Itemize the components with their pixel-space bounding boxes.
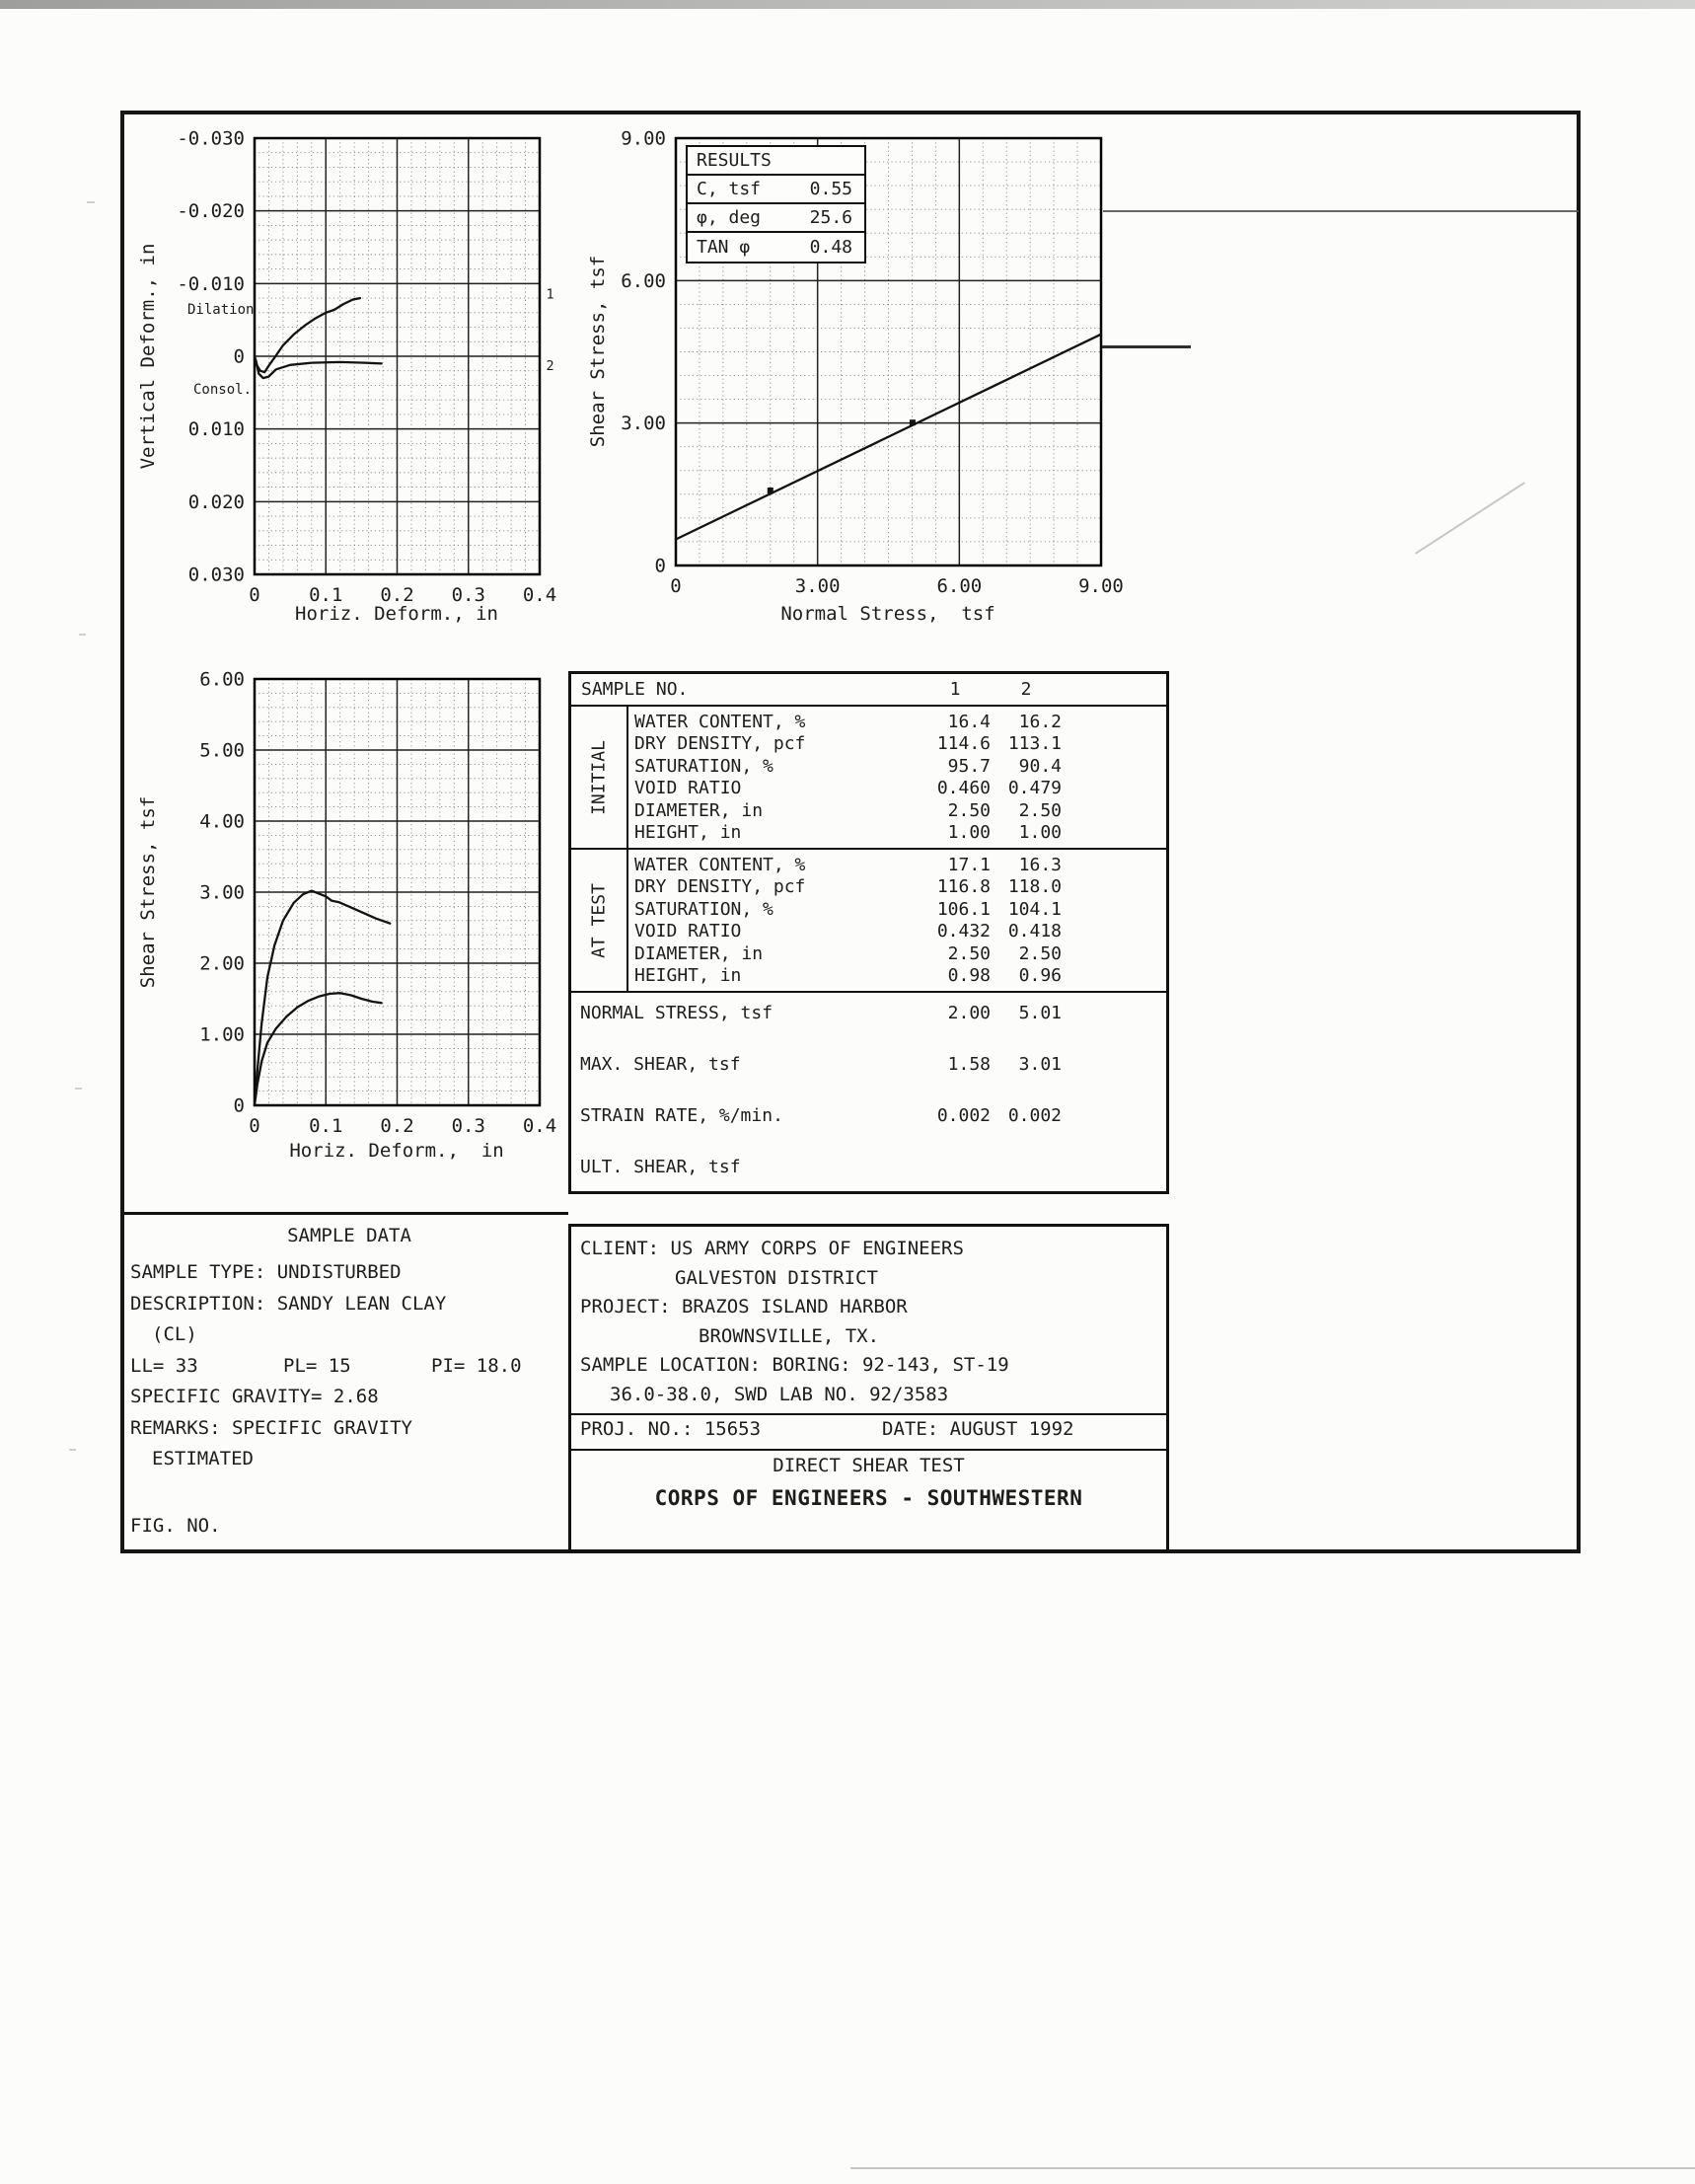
proj-no-date-row <box>571 1415 1166 1445</box>
table-value: 16.4 <box>947 711 991 732</box>
results-title <box>688 147 864 176</box>
envelope-y-axis-title: Shear Stress, tsf <box>587 255 609 448</box>
ll-value: LL= 33 <box>130 1354 198 1377</box>
table-row-label: VOID RATIO <box>634 778 742 799</box>
data-point-marker <box>768 488 774 493</box>
table-value <box>920 1157 991 1178</box>
table-value: 106.1 <box>936 898 991 920</box>
table-value: 17.1 <box>947 854 991 875</box>
x-tick-label: 0.1 <box>309 1115 343 1137</box>
grid <box>255 138 540 574</box>
table-value: 2.50 <box>947 942 991 964</box>
organization-title: CORPS OF ENGINEERS - SOUTHWESTERN <box>654 1485 1083 1510</box>
table-row <box>634 921 1062 943</box>
data-point-marker <box>910 419 916 425</box>
table-value: 0.418 <box>1007 921 1062 942</box>
table-value: 16.2 <box>1018 711 1062 732</box>
table-row-label: STRAIN RATE, %/min. <box>580 1105 783 1126</box>
table-value: 0.96 <box>1018 965 1062 987</box>
table-value: 0.002 <box>936 1105 991 1126</box>
proj-no: PROJ. NO.: 15653 <box>580 1418 762 1440</box>
table-row-label: DRY DENSITY, pcf <box>634 876 806 898</box>
client-project-box <box>568 1224 1169 1552</box>
x-tick-label: 0.3 <box>451 1115 485 1137</box>
x-tick-label: 0.4 <box>522 584 557 606</box>
x-tick-label: 6.00 <box>936 575 983 597</box>
sample-results-table <box>568 671 1169 1194</box>
y-tick-label: 9.00 <box>621 127 666 150</box>
table-row-label: WATER CONTENT, % <box>634 711 806 732</box>
y-tick-label: 1.00 <box>199 1023 245 1046</box>
table-value: 90.4 <box>1018 755 1062 777</box>
table-value: 116.8 <box>936 876 991 898</box>
table-row <box>580 1105 1062 1127</box>
table-row-label: NORMAL STRESS, tsf <box>580 1003 774 1023</box>
results-title-label: RESULTS <box>697 150 772 171</box>
table-value: 95.7 <box>947 755 991 777</box>
remarks-line-1: REMARKS: SPECIFIC GRAVITY <box>130 1416 412 1439</box>
table-row-label: VOID RATIO <box>634 921 742 942</box>
table-row-label: WATER CONTENT, % <box>634 854 806 875</box>
y-tick-label: -0.010 <box>177 272 245 295</box>
curve-label: 2 <box>546 357 554 374</box>
results-row-tanphi <box>688 233 864 262</box>
phi-value: 25.6 <box>809 207 852 228</box>
table-value: 2.50 <box>1018 942 1062 964</box>
table-row-label: SATURATION, % <box>634 898 774 920</box>
y-tick-label: 6.00 <box>621 269 666 292</box>
scan-speck <box>87 201 95 203</box>
pl-value: PL= 15 <box>283 1354 351 1377</box>
grid <box>255 679 540 1105</box>
x-tick-label: 0 <box>249 1115 260 1137</box>
client-line: CLIENT: US ARMY CORPS OF ENGINEERS <box>580 1238 964 1259</box>
scan-speck <box>69 1449 76 1451</box>
table-row <box>634 778 1062 800</box>
x-tick-label: 9.00 <box>1078 575 1124 597</box>
table-row-label: SATURATION, % <box>634 755 774 777</box>
table-value: 2.00 <box>947 1003 991 1023</box>
table-row <box>634 898 1062 921</box>
envelope-x-axis-title: Normal Stress, tsf <box>780 603 995 625</box>
initial-block <box>571 707 1166 850</box>
y-tick-label: 3.00 <box>621 413 666 435</box>
table-value: 0.432 <box>936 921 991 942</box>
table-row-label: DIAMETER, in <box>634 942 764 964</box>
table-row-label: MAX. SHEAR, tsf <box>580 1054 741 1075</box>
y-tick-label: 6.00 <box>199 668 245 691</box>
table-row <box>634 942 1062 965</box>
project-line: PROJECT: BRAZOS ISLAND HARBOR <box>580 1296 908 1318</box>
table-value: 0.98 <box>947 965 991 987</box>
classification-line: (CL) <box>152 1323 197 1345</box>
specific-gravity-line: SPECIFIC GRAVITY= 2.68 <box>130 1386 379 1407</box>
table-row <box>634 733 1062 756</box>
table-row <box>634 755 1062 778</box>
table-value: 104.1 <box>1007 898 1062 920</box>
sample-2-header: 2 <box>1020 679 1032 700</box>
table-row <box>580 1157 1062 1178</box>
test-title: DIRECT SHEAR TEST <box>773 1454 965 1476</box>
table-value: 0.479 <box>1007 778 1062 799</box>
scan-artifact-line <box>850 2167 1695 2169</box>
table-value: 2.50 <box>1018 799 1062 821</box>
description-line: DESCRIPTION: SANDY LEAN CLAY <box>130 1292 447 1315</box>
y-tick-label: 0 <box>654 555 666 577</box>
at-test-block-label: AT TEST <box>588 882 610 958</box>
c-label: C, tsf <box>697 179 762 199</box>
results-row-c <box>688 176 864 204</box>
table-value: 0.002 <box>1007 1105 1062 1126</box>
consol-annotation: Consol. <box>193 382 253 398</box>
table-value: 0.460 <box>936 778 991 799</box>
atterberg-limits-line <box>130 1351 568 1383</box>
table-value: 114.6 <box>936 733 991 755</box>
table-row <box>634 965 1062 988</box>
c-value: 0.55 <box>809 179 852 199</box>
y-tick-label: 0 <box>233 345 245 368</box>
tan-phi-value: 0.48 <box>809 237 852 258</box>
table-row-label: HEIGHT, in <box>634 822 742 844</box>
table-row-label: HEIGHT, in <box>634 965 742 987</box>
table-row <box>634 799 1062 822</box>
table-value: 16.3 <box>1018 854 1062 875</box>
y-tick-label: 4.00 <box>199 810 245 833</box>
table-value: 118.0 <box>1007 876 1062 898</box>
project-city-line: BROWNSVILLE, TX. <box>699 1324 880 1347</box>
table-row <box>634 711 1062 733</box>
x-tick-label: 0.2 <box>380 1115 414 1137</box>
fig-no-label: FIG. NO. <box>130 1515 221 1537</box>
table-value: 5.01 <box>1018 1003 1062 1023</box>
client-district-line: GALVESTON DISTRICT <box>675 1266 878 1289</box>
shear-y-axis-title: Shear Stress, tsf <box>137 795 159 989</box>
table-value: 1.00 <box>1018 822 1062 844</box>
report-date: DATE: AUGUST 1992 <box>882 1418 1074 1440</box>
y-tick-label: 0 <box>233 1094 245 1117</box>
table-value <box>991 1157 1062 1178</box>
scan-artifact-line <box>1103 210 1579 212</box>
remarks-line-2: ESTIMATED <box>152 1448 254 1469</box>
table-row <box>580 1054 1062 1076</box>
y-tick-label: -0.020 <box>177 200 245 223</box>
x-tick-label: 0 <box>249 584 260 606</box>
table-row-label: DIAMETER, in <box>634 799 764 821</box>
shear-x-axis-title: Horiz. Deform., in <box>289 1140 504 1162</box>
y-tick-label: 0.030 <box>187 564 245 586</box>
x-tick-label: 3.00 <box>794 575 841 597</box>
tan-phi-label: TAN φ <box>697 237 751 258</box>
table-value: 2.50 <box>947 799 991 821</box>
scan-artifact-top-bar <box>0 0 1695 9</box>
y-tick-label: 3.00 <box>199 881 245 904</box>
pi-value: PI= 18.0 <box>431 1354 522 1377</box>
sample-1-header: 1 <box>949 679 961 700</box>
x-tick-label: 0.4 <box>522 1115 557 1137</box>
shear-deformation-chart <box>199 668 557 1137</box>
scan-speck <box>79 634 86 636</box>
table-value: 1.58 <box>947 1054 991 1075</box>
table-row <box>580 1003 1062 1024</box>
results-box <box>686 145 866 264</box>
x-tick-label: 0.2 <box>380 584 414 606</box>
table-value: 113.1 <box>1007 733 1062 755</box>
phi-label: φ, deg <box>697 207 762 228</box>
dilation-annotation: Dilation <box>187 302 255 318</box>
table-value: 1.00 <box>947 822 991 844</box>
table-header-row <box>571 674 1166 707</box>
table-row <box>634 876 1062 899</box>
x-tick-label: 0.1 <box>309 584 343 606</box>
at-test-block <box>571 850 1166 993</box>
y-tick-label: 0.020 <box>187 490 245 513</box>
results-row-phi <box>688 204 864 233</box>
chart-canvas <box>199 668 557 1137</box>
vertical-deform-x-axis-title: Horiz. Deform., in <box>295 603 498 625</box>
sample-no-header: SAMPLE NO. <box>581 679 689 700</box>
scan-speck <box>75 1088 82 1090</box>
sample-type-line: SAMPLE TYPE: UNDISTURBED <box>130 1261 402 1283</box>
sample-data-title: SAMPLE DATA <box>287 1225 411 1246</box>
scan-artifact-line <box>1102 345 1191 348</box>
y-tick-label: 5.00 <box>199 739 245 762</box>
curve-label: 1 <box>546 286 554 303</box>
y-tick-label: 0.010 <box>187 418 245 441</box>
table-footer <box>571 993 1166 1178</box>
sample-data-box <box>124 1212 568 1552</box>
y-tick-label: -0.030 <box>177 127 245 150</box>
table-row-label: DRY DENSITY, pcf <box>634 733 806 755</box>
vertical-deform-y-axis-title: Vertical Deform., in <box>137 243 159 470</box>
initial-block-label: INITIAL <box>588 739 610 815</box>
table-value: 3.01 <box>1018 1054 1062 1075</box>
data-curve-failure-envelope <box>676 335 1101 540</box>
data-curve-1 <box>255 891 390 1105</box>
data-curve-2 <box>255 993 382 1105</box>
table-row <box>634 822 1062 845</box>
x-tick-label: 0.3 <box>451 584 485 606</box>
lab-no-line: 36.0-38.0, SWD LAB NO. 92/3583 <box>610 1383 949 1405</box>
x-tick-label: 0 <box>670 575 682 597</box>
table-row <box>634 854 1062 876</box>
sample-location-line: SAMPLE LOCATION: BORING: 92-143, ST-19 <box>580 1354 1009 1376</box>
y-tick-label: 2.00 <box>199 952 245 975</box>
table-row-label: ULT. SHEAR, tsf <box>580 1157 741 1177</box>
